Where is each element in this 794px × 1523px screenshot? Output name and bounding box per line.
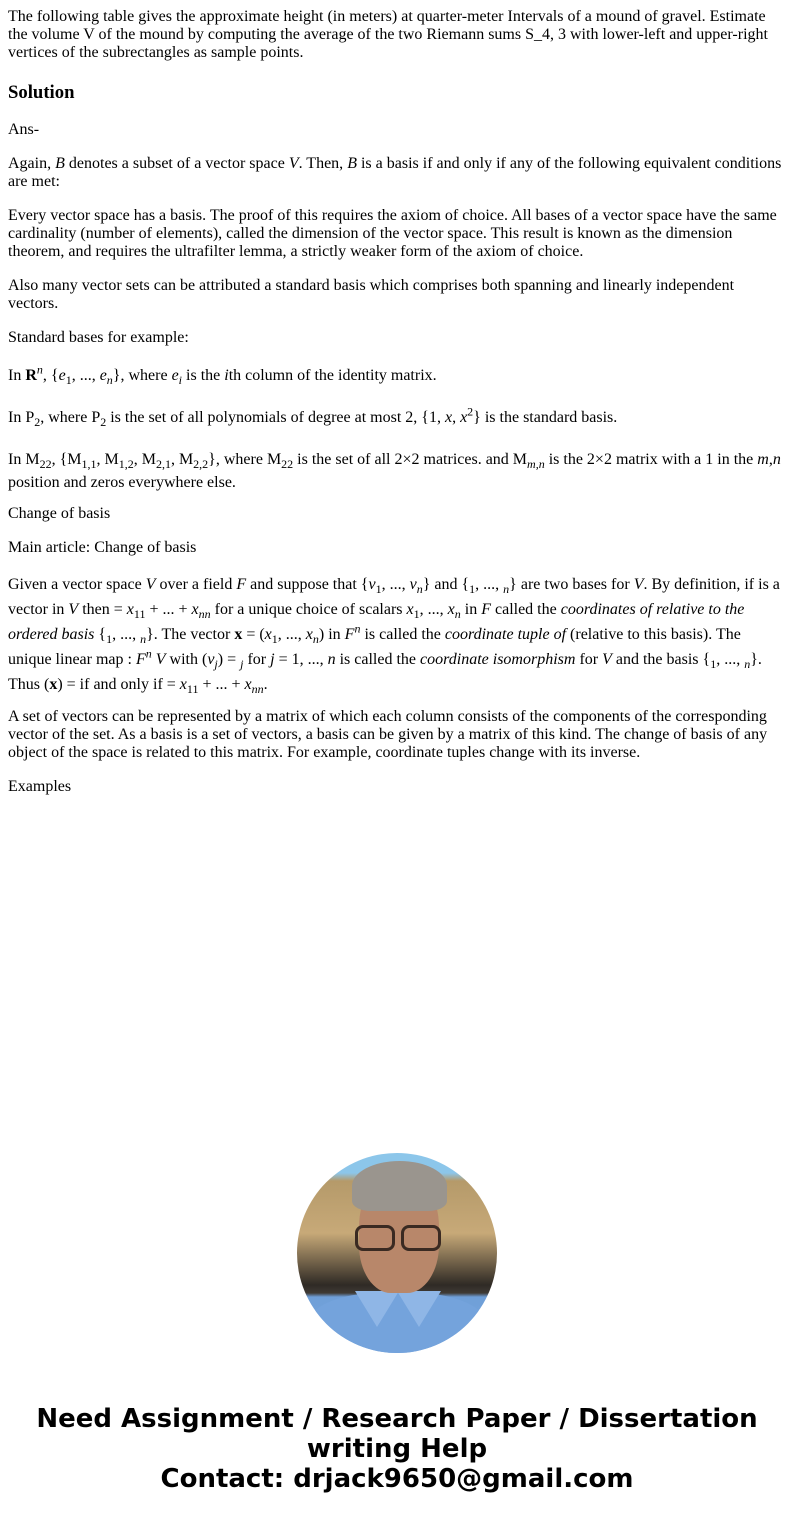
solution-heading: Solution: [8, 82, 75, 103]
question-text: The following table gives the approximate height (in meters) at quarter-meter Intervals of a mound of gravel. Estimate the volume V of the mound by computing the average of the two Riemann sums S_4, 3 with lower-left and upper-right vertices of the subrectangles as sample points.: [8, 8, 768, 61]
paragraph-p2-basis: In $P_2$, where $P_2$ is the set of all polynomials of degree at most 2, {1, x, $x^2$} is the standard basis.: [8, 404, 618, 430]
avatar-collar-right: [397, 1291, 441, 1327]
paragraph-standard-basis: Also many vector sets can be attributed a standard basis which comprises both spanning and linearly independent vectors.: [8, 277, 735, 312]
banner-contact-email: Contact: drjack9650@gmail.com: [160, 1464, 634, 1494]
paragraph-standard-bases-example: Standard bases for example:: [8, 329, 189, 346]
banner-line-2: writing Help: [306, 1434, 488, 1464]
section-examples: Examples: [8, 778, 72, 795]
avatar-glasses-left: [355, 1225, 395, 1251]
section-change-of-basis: Change of basis: [8, 505, 111, 522]
paragraph-change-of-basis-definition: Given a vector space V over a field F and suppose that {$v_1$, ..., $v_n$} and {$_1$, ..., $_n$} are two bases for V. By definition, if is a vector in V then = $x_{11}$ + ... + $x_{nn}$ for a unique choice of scalars $x_1$, ..., $x_n$ in F called the coordinates of relative to the ordered basis {$_1$, ..., $_n$}. The vector $x = (x_1$, ..., $x_n$) in $F^n$ is called the coordinate tuple of (relative to this basis). The unique linear map : $F^n$ V with $(v_j) = _j$ for j = 1, ..., n is called the coordinate isomorphism for V and the basis {$_1$, ..., $_n$}. Thus (x) = if and only if = $x_{11}$ + ... + $x_{nn}$.: [8, 576, 780, 697]
avatar-hair: [352, 1161, 447, 1211]
banner-line-1: Need Assignment / Research Paper / Dissertation: [36, 1404, 758, 1434]
paragraph-rn-basis: In $R^n$, {$e_1$, ..., $e_n$}, where $e_i$ is the ith column of the identity matrix.: [8, 362, 437, 388]
avatar-collar-left: [355, 1291, 399, 1327]
paragraph-every-vector-space: Every vector space has a basis. The proof of this requires the axiom of choice. All bases of a vector space have the same cardinality (number of elements), called the dimension of the vector space. This result is known as the dimension theorem, and requires the ultrafilter lemma, a strictly weaker form of the axiom of choice.: [8, 207, 777, 260]
answer-label: Ans-: [8, 121, 40, 138]
contact-banner: [0, 1404, 794, 1494]
paragraph-basis-definition: Again, B denotes a subset of a vector space V. Then, B is a basis if and only if any of the following equivalent conditions are met:: [8, 155, 782, 190]
main-article-note: Main article: Change of basis: [8, 539, 197, 556]
paragraph-matrix-representation: A set of vectors can be represented by a matrix of which each column consists of the components of the corresponding vector of the set. As a basis is a set of vectors, a basis can be given by a matrix of this kind. The change of basis of any object of the space is related to this matrix. For example, coordinate tuples change with its inverse.: [8, 708, 768, 761]
paragraph-m22-basis: In $M_{22}$, {$M_{1,1}$, $M_{1,2}$, $M_{2,1}$, $M_{2,2}$}, where $M_{22}$ is the set of all 2×2 matrices. and $M_{m,n}$ is the 2×2 matrix with a 1 in the m,n position and zeros everywhere else.: [8, 451, 781, 491]
avatar-glasses-right: [401, 1225, 441, 1251]
author-avatar: [297, 1153, 497, 1353]
